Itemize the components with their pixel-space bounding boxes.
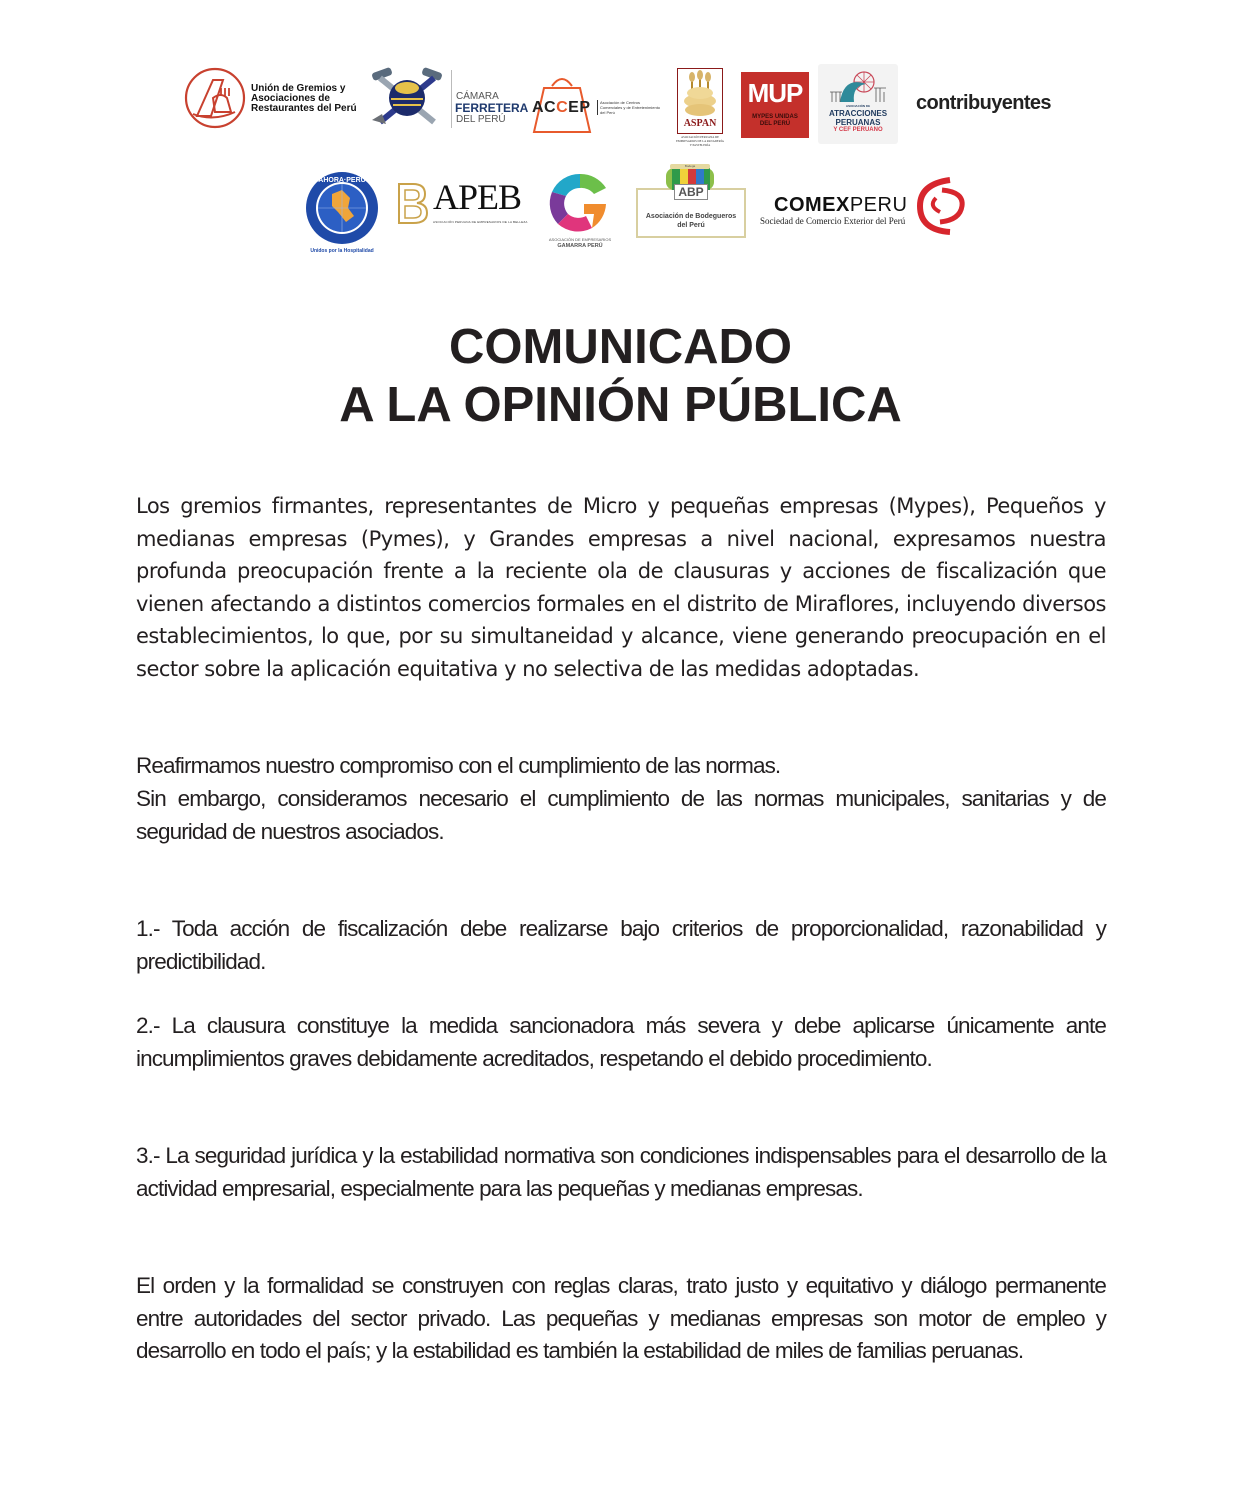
aspan-wordmark: ASPAN bbox=[683, 118, 717, 129]
abp-line-2: del Perú bbox=[677, 222, 705, 229]
accep-wordmark: ACCEP bbox=[532, 99, 591, 116]
logo-comexperu bbox=[760, 176, 970, 236]
mup-sub-line-2: DEL PERÚ bbox=[759, 121, 791, 127]
del-peru-label: DEL PERÚ bbox=[456, 114, 506, 125]
mup-wordmark: MUP bbox=[747, 78, 803, 108]
camara-label: CÁMARA bbox=[456, 91, 499, 102]
hardware-tools-emblem-icon bbox=[366, 64, 448, 134]
point-1: 1.- Toda acción de fiscalización debe realizarse bajo criterios de proporcionalidad, razonabilidad y predictibilidad. bbox=[136, 916, 1106, 974]
apeb-subtitle: ASOCIACIÓN PERUANA DE EMPRESARIOS DE LA BELLEZA bbox=[433, 220, 528, 224]
apeb-wordmark: APEB bbox=[433, 177, 522, 217]
divider bbox=[451, 70, 452, 128]
page-title-line-2: A LA OPINIÓN PÚBLICA bbox=[339, 378, 902, 432]
logo-union-gremios-restaurantes bbox=[183, 66, 363, 130]
abp-badge: Bodega bbox=[670, 164, 710, 169]
gamarra-subtitle: ASOCIACIÓN DE EMPRESARIOS bbox=[548, 237, 612, 242]
aap-line-1: ASOCIACIÓN DE bbox=[845, 104, 871, 108]
point-2: 2.- La clausura constituye la medida sancionadora más severa y debe aplicarse únicamente ante incumplimientos graves debidamente acreditados, respetando el debido procedimiento. bbox=[136, 1013, 1106, 1071]
ahora-peru-seal-icon bbox=[302, 170, 382, 246]
gamarra-wordmark: GAMARRA PERÚ bbox=[557, 243, 603, 249]
comexperu-subtitle: Sociedad de Comercio Exterior del Perú bbox=[760, 216, 906, 226]
logo-apeb bbox=[397, 177, 535, 230]
logo-ahora-peru bbox=[302, 170, 384, 260]
abp-wordmark: ABP bbox=[674, 184, 708, 200]
logo-accep bbox=[530, 72, 665, 134]
abp-line-1: Asociación de Bodegueros bbox=[645, 213, 737, 220]
logo-asociacion-bodegueros bbox=[636, 160, 744, 238]
paragraph-reaffirm: Reafirmamos nuestro compromiso con el cumplimiento de las normas. bbox=[136, 753, 781, 778]
logo-camara-ferretera bbox=[366, 64, 529, 134]
logo-gamarra-peru bbox=[540, 170, 620, 254]
logo-aspan bbox=[677, 68, 725, 148]
ferretera-label: FERRETERA bbox=[455, 101, 529, 115]
bread-wheat-icon bbox=[678, 69, 722, 119]
mup-sub-line-1: MYPES UNIDAS bbox=[752, 114, 798, 120]
ferris-wheel-wave-icon bbox=[818, 66, 898, 106]
logo-contribuyentes: contribuyentes bbox=[916, 92, 1051, 114]
aap-line-3: PERUANAS bbox=[835, 118, 881, 127]
ugar-line-1: Unión de Gremios y bbox=[251, 83, 346, 94]
ugar-line-2: Asociaciones de bbox=[251, 93, 330, 104]
paragraph-intro: Los gremios firmantes, representantes de Micro y pequeñas empresas (Mypes), Pequeños y medianas empresas (Pymes), y Grandes empresas a nivel nacional, expresamos nuestra profunda preocupación frente a la reciente ola de clausuras y acciones de fiscalización que vienen afectando a distintos comercios formales en el distrito de Miraflores, incluyendo diversos establecimientos, lo que, por su simultaneidad y alcance, viene generando preocupación en el sector sobre la aplicación equitativa y no selectiva de las medidas adoptadas. bbox=[136, 494, 1106, 681]
comexperu-wordmark: COMEXPERU bbox=[774, 194, 908, 216]
aap-line-2: ATRACCIONES bbox=[828, 109, 888, 118]
page-title-line-1: COMUNICADO bbox=[449, 320, 792, 374]
accep-subtitle: Asociación de Centros Comerciales y de Entretenimiento del Perú bbox=[597, 100, 662, 115]
ahora-peru-tagline: Unidos por la Hospitalidad bbox=[310, 248, 374, 254]
restaurant-union-emblem-icon bbox=[183, 66, 247, 130]
gamarra-g-icon bbox=[540, 170, 620, 236]
ugar-line-3: Restaurantes del Perú bbox=[251, 103, 357, 114]
aspan-subtitle: ASOCIACIÓN PERUANA DE EMPRESARIOS DE LA PANADERÍA Y PASTELERÍA bbox=[676, 135, 724, 147]
ahora-peru-wordmark: AHORA·PERU bbox=[318, 177, 366, 184]
mup-subtitle bbox=[741, 114, 809, 128]
logo-atracciones-peruanas bbox=[818, 64, 898, 144]
apeb-monogram-icon bbox=[397, 182, 429, 224]
logo-mup bbox=[741, 72, 809, 138]
comexperu-swirl-icon bbox=[912, 176, 966, 236]
aap-line-2-3 bbox=[818, 109, 898, 127]
paragraph-closing: El orden y la formalidad se construyen con reglas claras, trato justo y equitativo y diálogo permanente entre autoridades del sector privado. Las pequeñas y medianas empresas son motor de empleo y desarrollo en todo el país; y la estabilidad es también la estabilidad de miles de familias peruanas. bbox=[136, 1273, 1106, 1363]
point-3: 3.- La seguridad jurídica y la estabilidad normativa son condiciones indispensables para el desarrollo de la actividad empresarial, especialmente para las pequeñas y medianas empresas. bbox=[136, 1143, 1106, 1201]
paragraph-however: Sin embargo, consideramos necesario el cumplimiento de las normas municipales, sanitarias y de seguridad de nuestros asociados. bbox=[136, 786, 1106, 844]
aap-line-4: Y CEF PERUANO bbox=[833, 127, 883, 133]
